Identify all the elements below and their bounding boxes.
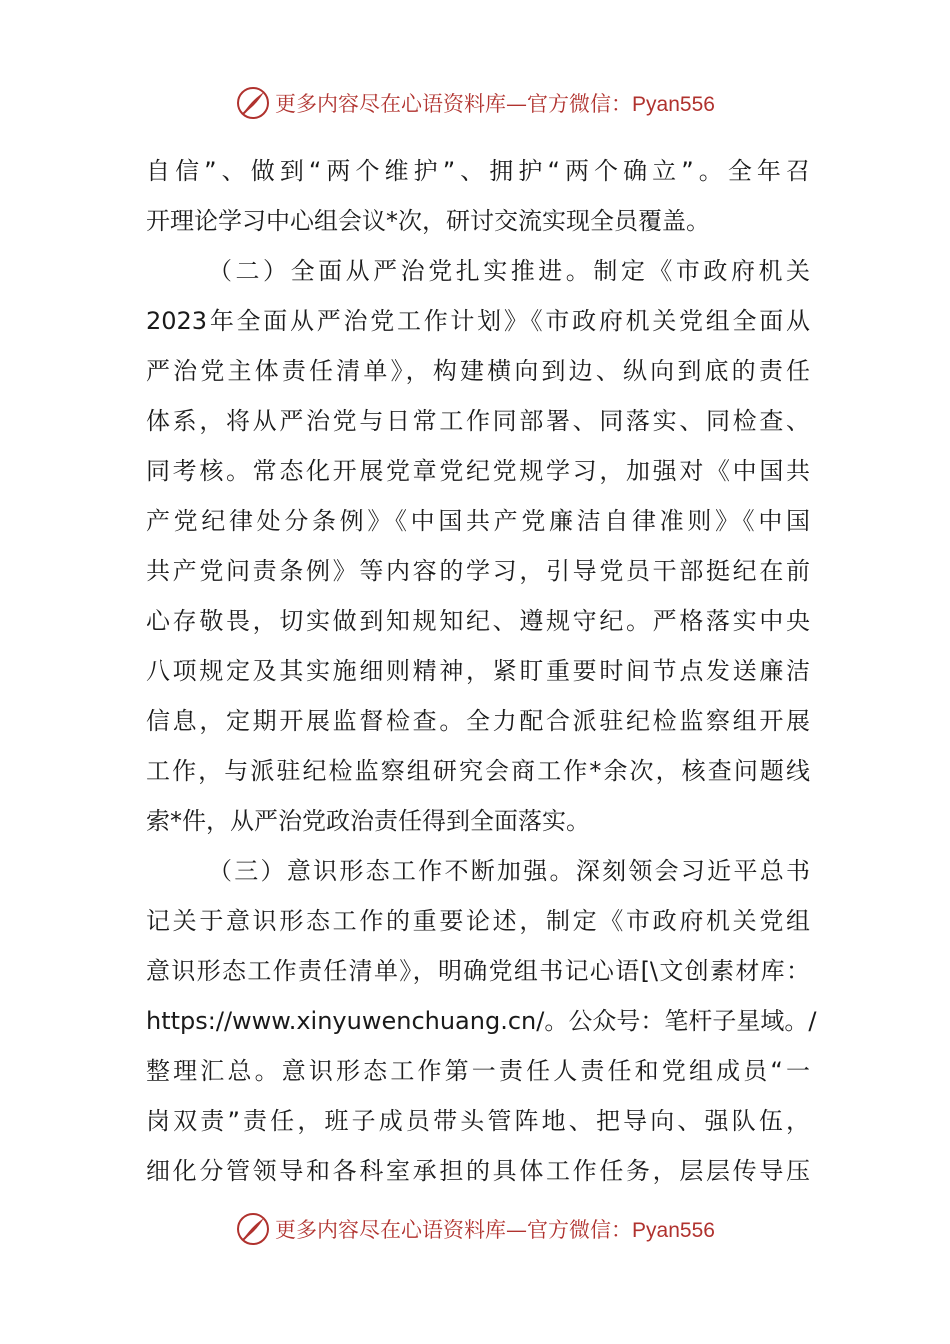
document-body (146, 146, 817, 1196)
text-line: 体系，将从严治党与日常工作同部署、同落实、同检查、 (146, 407, 810, 435)
text-line: 同考核。常态化开展党章党纪党规学习，加强对《中国共 (146, 457, 810, 485)
header-watermark (0, 81, 950, 125)
quill-logo-icon (235, 1211, 271, 1247)
text-line: 共产党问责条例》等内容的学习，引导党员干部挺纪在前 (146, 557, 810, 585)
text-line: 开理论学习中心组会议*次，研讨交流实现全员覆盖。 (146, 207, 710, 235)
text-line: 记关于意识形态工作的重要论述，制定《市政府机关党组 (146, 907, 810, 935)
quill-logo-icon (235, 85, 271, 121)
section-heading-line: （三）意识形态工作不断加强。深刻领会习近平总书 (208, 857, 810, 885)
watermark-text: 更多内容尽在心语资料库—官方微信：Pyan556 (275, 92, 715, 116)
text-line: 八项规定及其实施细则精神，紧盯重要时间节点发送廉洁 (146, 657, 810, 685)
text-line: 自信”、做到“两个维护”、拥护“两个确立”。全年召 (146, 157, 810, 185)
text-line: 信息，定期开展监督检查。全力配合派驻纪检监察组开展 (146, 707, 810, 735)
text-line: 细化分管领导和各科室承担的具体工作任务，层层传导压 (146, 1157, 810, 1185)
text-line: 严治党主体责任清单》，构建横向到边、纵向到底的责任 (146, 357, 810, 385)
text-line: 意识形态工作责任清单》，明确党组书记心语[\文创素材库： (146, 957, 810, 985)
text-line: https://www.xinyuwenchuang.cn/。公众号：笔杆子星域。/ (146, 1007, 817, 1035)
text-line: 工作，与派驻纪检监察组研究会商工作*余次，核查问题线 (146, 757, 810, 785)
text-line: 2023年全面从严治党工作计划》《市政府机关党组全面从 (146, 307, 810, 335)
text-line: 产党纪律处分条例》《中国共产党廉洁自律准则》《中国 (146, 507, 810, 535)
watermark-text: 更多内容尽在心语资料库—官方微信：Pyan556 (275, 1218, 715, 1242)
text-line: 心存敬畏，切实做到知规知纪、遵规守纪。严格落实中央 (146, 607, 810, 635)
text-line: 索*件，从严治党政治责任得到全面落实。 (146, 807, 590, 835)
footer-watermark (0, 1207, 950, 1251)
text-line: 整理汇总。意识形态工作第一责任人责任和党组成员“一 (146, 1057, 810, 1085)
text-line: 岗双责”责任，班子成员带头管阵地、把导向、强队伍， (146, 1107, 810, 1135)
section-heading-line: （二）全面从严治党扎实推进。制定《市政府机关 (208, 257, 810, 285)
